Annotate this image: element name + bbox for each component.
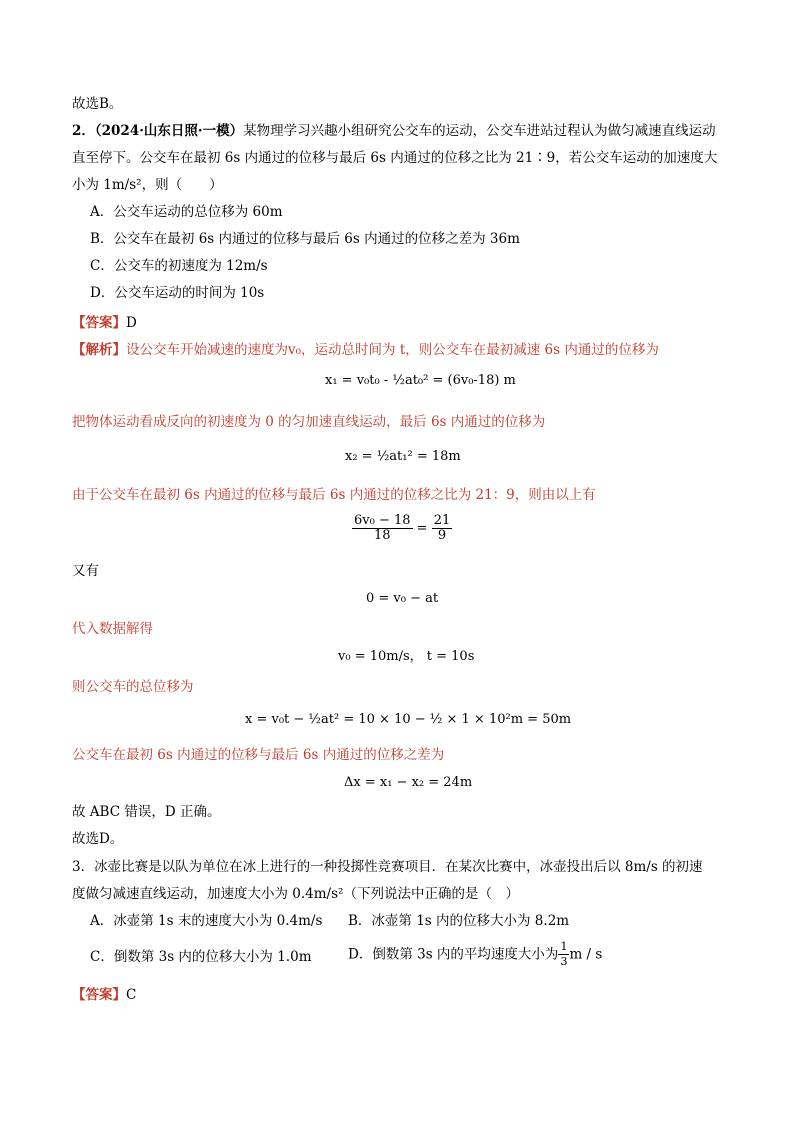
- analysis-text-8: 故 ABC 错误，D 正确。: [72, 804, 221, 820]
- question-2-stem-a: 某物理学习兴趣小组研究公交车的运动，公交车进站过程认为做匀减速直线运动: [243, 123, 716, 139]
- answer-value: D: [126, 315, 137, 331]
- analysis-text-1: 设公交车开始减速的速度为v₀，运动总时间为 t，则公交车在最初减速 6s 内通过的位移为: [126, 342, 659, 358]
- answer-tag: 【答案】: [72, 987, 126, 1003]
- question-3-option-d: D．倒数第 3s 内的平均速度大小为 $\frac{1}{3}$ m / s: [348, 940, 603, 968]
- analysis-text-4: 又有: [72, 563, 99, 579]
- analysis-text-3: 由于公交车在最初 6s 内通过的位移与最后 6s 内通过的位移之比为 21：9，则由以上有: [72, 487, 596, 503]
- question-2-source: 2．（2024·山东日照·一模）: [72, 123, 244, 139]
- analysis-text-6: 则公交车的总位移为: [72, 679, 194, 695]
- question-3-stem-line-2: 度做匀减速直线运动，加速度大小为 0.4m/s²（下列说法中正确的是（ ）: [72, 886, 519, 902]
- previous-answer-conclusion: 故选B。: [72, 96, 123, 112]
- question-2-option-a: A．公交车运动的总位移为 60m: [90, 204, 283, 220]
- equation-6: x = v₀t − ½at² = 10 × 10 − ½ × 1 × 10²m = 50m: [245, 712, 572, 727]
- equation-4: 0 = v₀ − at: [366, 591, 439, 606]
- equation-5: v₀ = 10m/s， t = 10s: [338, 649, 475, 664]
- question-2-stem-line-1: [72, 122, 716, 140]
- question-2-stem-line-3: 小为 1m/s²，则（ ）: [72, 177, 223, 193]
- equation-1: x₁ = v₀t₀ - ½at₀² = (6v₀-18) m: [325, 373, 516, 388]
- equation-7: Δx = x₁ − x₂ = 24m: [344, 775, 473, 790]
- question-2-analysis-intro: [72, 341, 659, 359]
- option-d-fraction: $\frac{1}{3}$: [560, 940, 568, 968]
- analysis-text-2: 把物体运动看成反向的初速度为 0 的匀加速直线运动，最后 6s 内通过的位移为: [72, 414, 546, 430]
- analysis-text-5: 代入数据解得: [72, 621, 153, 637]
- question-3-option-b: B．冰壶第 1s 内的位移大小为 8.2m: [348, 913, 570, 929]
- question-3-answer: [72, 986, 136, 1004]
- analysis-text-7: 公交车在最初 6s 内通过的位移与最后 6s 内通过的位移之差为: [72, 747, 445, 763]
- question-2-option-d: D．公交车运动的时间为 10s: [90, 285, 265, 301]
- question-3-stem-line-1: 3．冰壶比赛是以队为单位在冰上进行的一种投掷性竞赛项目．在某次比赛中，冰壶投出后以 8m/s 的初速: [72, 859, 703, 875]
- question-2-answer: [72, 314, 137, 332]
- equation-3: $\frac{\text{6v₀ − 18}}{18}$ = $\frac{21}{9}$: [354, 513, 451, 543]
- equation-3-right-fraction: $\frac{21}{9}$: [433, 513, 451, 543]
- question-2-option-c: C．公交车的初速度为 12m/s: [90, 258, 268, 274]
- equation-2: x₂ = ½at₁² = 18m: [345, 449, 461, 464]
- answer-value: C: [126, 987, 137, 1003]
- analysis-tag: 【解析】: [72, 342, 126, 358]
- question-3-option-c: C．倒数第 3s 内的位移大小为 1.0m: [90, 949, 312, 965]
- equation-3-left-fraction: $\frac{\text{6v₀ − 18}}{18}$: [354, 513, 411, 543]
- question-2-stem-line-2: 直至停下。公交车在最初 6s 内通过的位移与最后 6s 内通过的位移之比为 21∶9，若公交车运动的加速度大: [72, 150, 718, 166]
- answer-tag: 【答案】: [72, 315, 126, 331]
- question-2-option-b: B．公交车在最初 6s 内通过的位移与最后 6s 内通过的位移之差为 36m: [90, 231, 520, 247]
- question-3-option-a: A．冰壶第 1s 末的速度大小为 0.4m/s: [90, 913, 323, 929]
- analysis-conclusion: 故选D。: [72, 831, 124, 847]
